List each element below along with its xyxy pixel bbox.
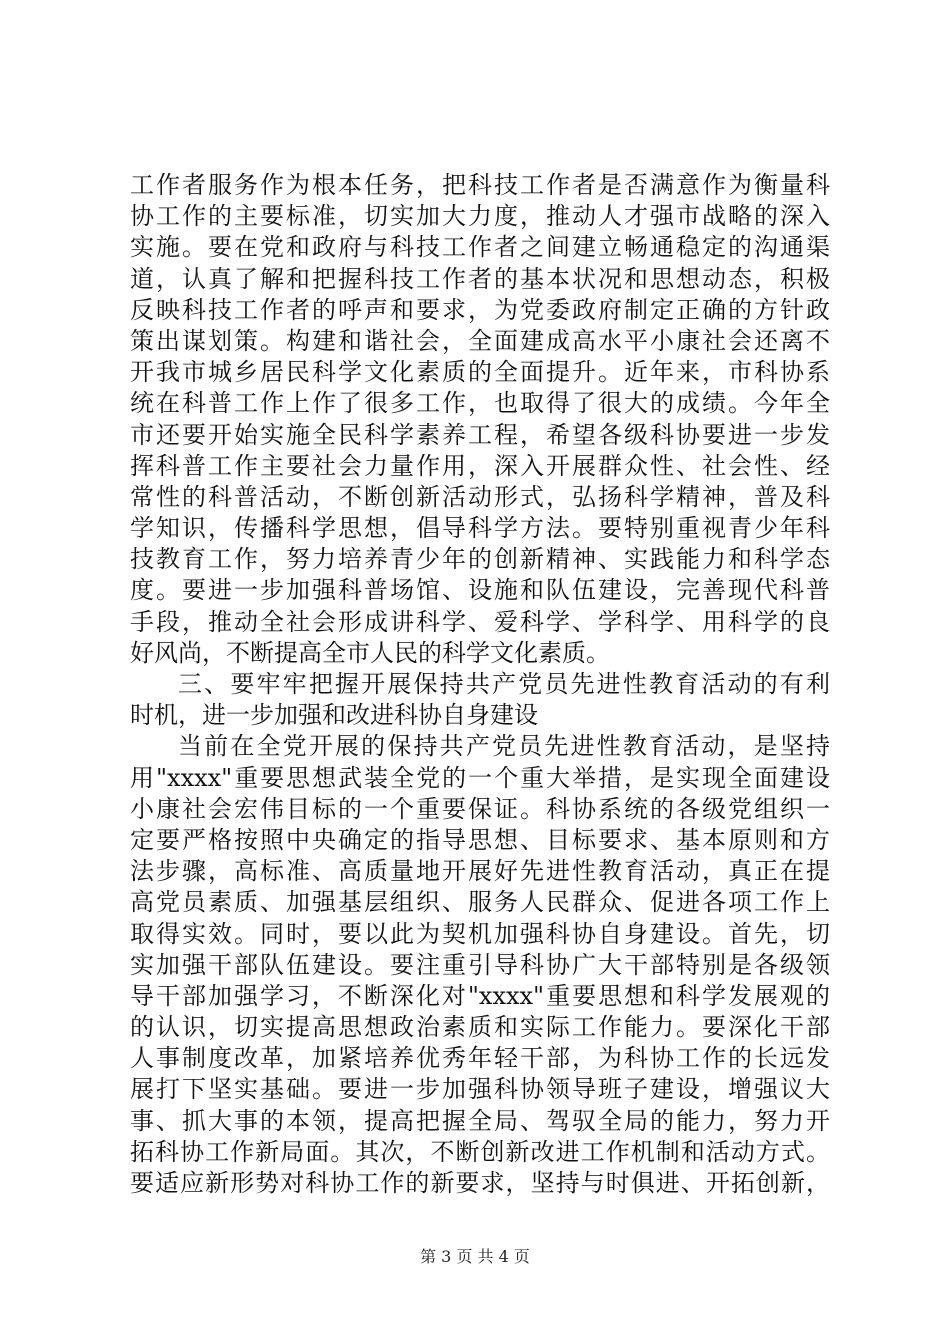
text-line: 策出谋划策。构建和谐社会，全面建成高水平小康社会还离不: [130, 326, 830, 355]
text-line: 市还要开始实施全民科学素养工程，希望各级科协要进一步发: [130, 420, 830, 449]
text-line: 度。要进一步加强科普场馆、设施和队伍建设，完善现代科普: [130, 576, 830, 605]
text-line: 挥科普工作主要社会力量作用，深入开展群众性、社会性、经: [130, 451, 830, 480]
text-line: 手段，推动全社会形成讲科学、爱科学、学科学、用科学的良: [130, 607, 830, 636]
text-line: 三、要牢牢把握开展保持共产党员先进性教育活动的有利: [178, 670, 830, 698]
body-text: [130, 170, 830, 1199]
page-footer: 第 3 页 共 4 页: [420, 1247, 530, 1266]
text-line: 学知识，传播科学思想，倡导科学方法。要特别重视青少年科: [130, 514, 830, 543]
text-line: 开我市城乡居民科学文化素质的全面提升。近年来，市科协系: [130, 358, 830, 387]
text-line: 小康社会宏伟目标的一个重要保证。科协系统的各级党组织一: [130, 794, 830, 823]
text-line: 法步骤，高标准、高质量地开展好先进性教育活动，真正在提: [130, 857, 830, 886]
text-line: 反映科技工作者的呼声和要求，为党委政府制定正确的方针政: [130, 295, 830, 324]
text-line: 实加强干部队伍建设。要注重引导科协广大干部特别是各级领: [130, 950, 830, 979]
text-line: 人事制度改革，加紧培养优秀年轻干部，为科协工作的长远发: [130, 1044, 830, 1073]
text-line: 拓科协工作新局面。其次，不断创新改进工作机制和活动方式。: [130, 1137, 830, 1166]
text-line: 技教育工作，努力培养青少年的创新精神、实践能力和科学态: [130, 545, 830, 574]
text-line: 常性的科普活动，不断创新活动形式，弘扬科学精神，普及科: [130, 482, 830, 511]
text-line: 协工作的主要标准，切实加大力度，推动人才强市战略的深入: [130, 202, 830, 231]
text-line: 当前在全党开展的保持共产党员先进性教育活动，是坚持: [178, 732, 830, 761]
text-line: 高党员素质、加强基层组织、服务人民群众、促进各项工作上: [130, 888, 830, 917]
text-line: 用"xxxx"重要思想武装全党的一个重大举措，是实现全面建设: [130, 763, 830, 792]
text-line: 的认识，切实提高思想政治素质和实际工作能力。要深化干部: [130, 1013, 830, 1042]
text-line: 定要严格按照中央确定的指导思想、目标要求、基本原则和方: [130, 825, 830, 854]
text-line: 导干部加强学习，不断深化对"xxxx"重要思想和科学发展观的: [130, 981, 830, 1010]
text-line: 时机，进一步加强和改进科协自身建设: [130, 701, 538, 730]
text-line: 道，认真了解和把握科技工作者的基本状况和思想动态，积极: [130, 264, 830, 293]
text-line: 取得实效。同时，要以此为契机加强科协自身建设。首先，切: [130, 919, 830, 948]
text-line: 统在科普工作上作了很多工作，也取得了很大的成绩。今年全: [130, 389, 830, 418]
text-line: 好风尚，不断提高全市人民的科学文化素质。: [130, 638, 610, 667]
text-line: 要适应新形势对科协工作的新要求，坚持与时俱进、开拓创新，: [130, 1169, 830, 1197]
text-line: 工作者服务作为根本任务，把科技工作者是否满意作为衡量科: [130, 171, 830, 199]
text-line: 实施。要在党和政府与科技工作者之间建立畅通稳定的沟通渠: [130, 233, 830, 262]
text-line: 事、抓大事的本领，提高把握全局、驾驭全局的能力，努力开: [130, 1106, 830, 1135]
text-line: 展打下坚实基础。要进一步加强科协领导班子建设，增强议大: [130, 1075, 830, 1104]
